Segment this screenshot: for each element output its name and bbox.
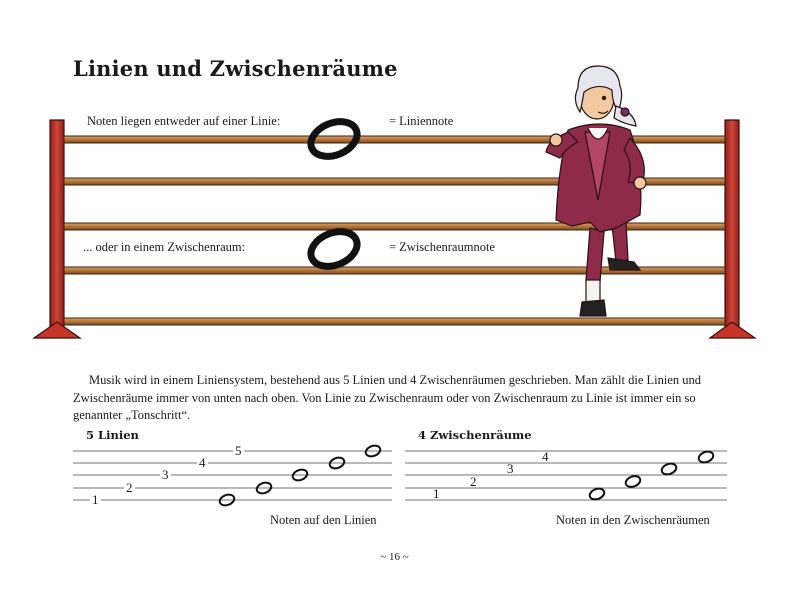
explanation-paragraph: Musik wird in einem Liniensystem, bestehend aus 5 Linien und 4 Zwischenräumen geschrieben. Man zählt die Linien und Zwischenräume immer von unten nach oben. Von Linie zu Zwischenraum oder von Zwischenraum zu Linie ist immer ein so genannter „Tonschritt“. [73,373,702,422]
staff-spaces-rules [405,451,727,500]
staff-spaces-number-2: 2 [470,474,477,489]
staff-spaces-note-1 [588,487,606,502]
staff-spaces-note-4 [697,450,715,465]
staff-lines-number-2: 2 [126,480,133,495]
page-number: ~ 16 ~ [380,551,409,563]
staff-spaces-number-3: 3 [507,461,514,476]
staff-spaces-number-4: 4 [542,449,549,464]
staff-spaces-note-2 [624,474,642,489]
staff-spaces-note-3 [660,462,678,477]
staff-lines-number-5: 5 [235,443,242,458]
staff-lines-number-4: 4 [199,455,206,470]
page-title: Linien und Zwischenräume [73,56,398,81]
staff-spaces-number-1: 1 [433,486,440,501]
space-note-label: = Zwischenraumnote [389,240,495,254]
line-note-label: = Liniennote [389,114,454,128]
staff-lines-number-1: 1 [92,492,99,507]
staff-spaces-title: 4 Zwischenräume [418,428,532,442]
staff-lines-number-3: 3 [162,467,169,482]
staff-lines-title: 5 Linien [86,428,139,442]
staff-lines-caption: Noten auf den Linien [270,513,377,527]
line-note-description: Noten liegen entweder auf einer Linie: [87,114,281,128]
staff-spaces-caption: Noten in den Zwischenräumen [556,513,710,527]
space-note-description: ... oder in einem Zwischenraum: [83,240,246,254]
